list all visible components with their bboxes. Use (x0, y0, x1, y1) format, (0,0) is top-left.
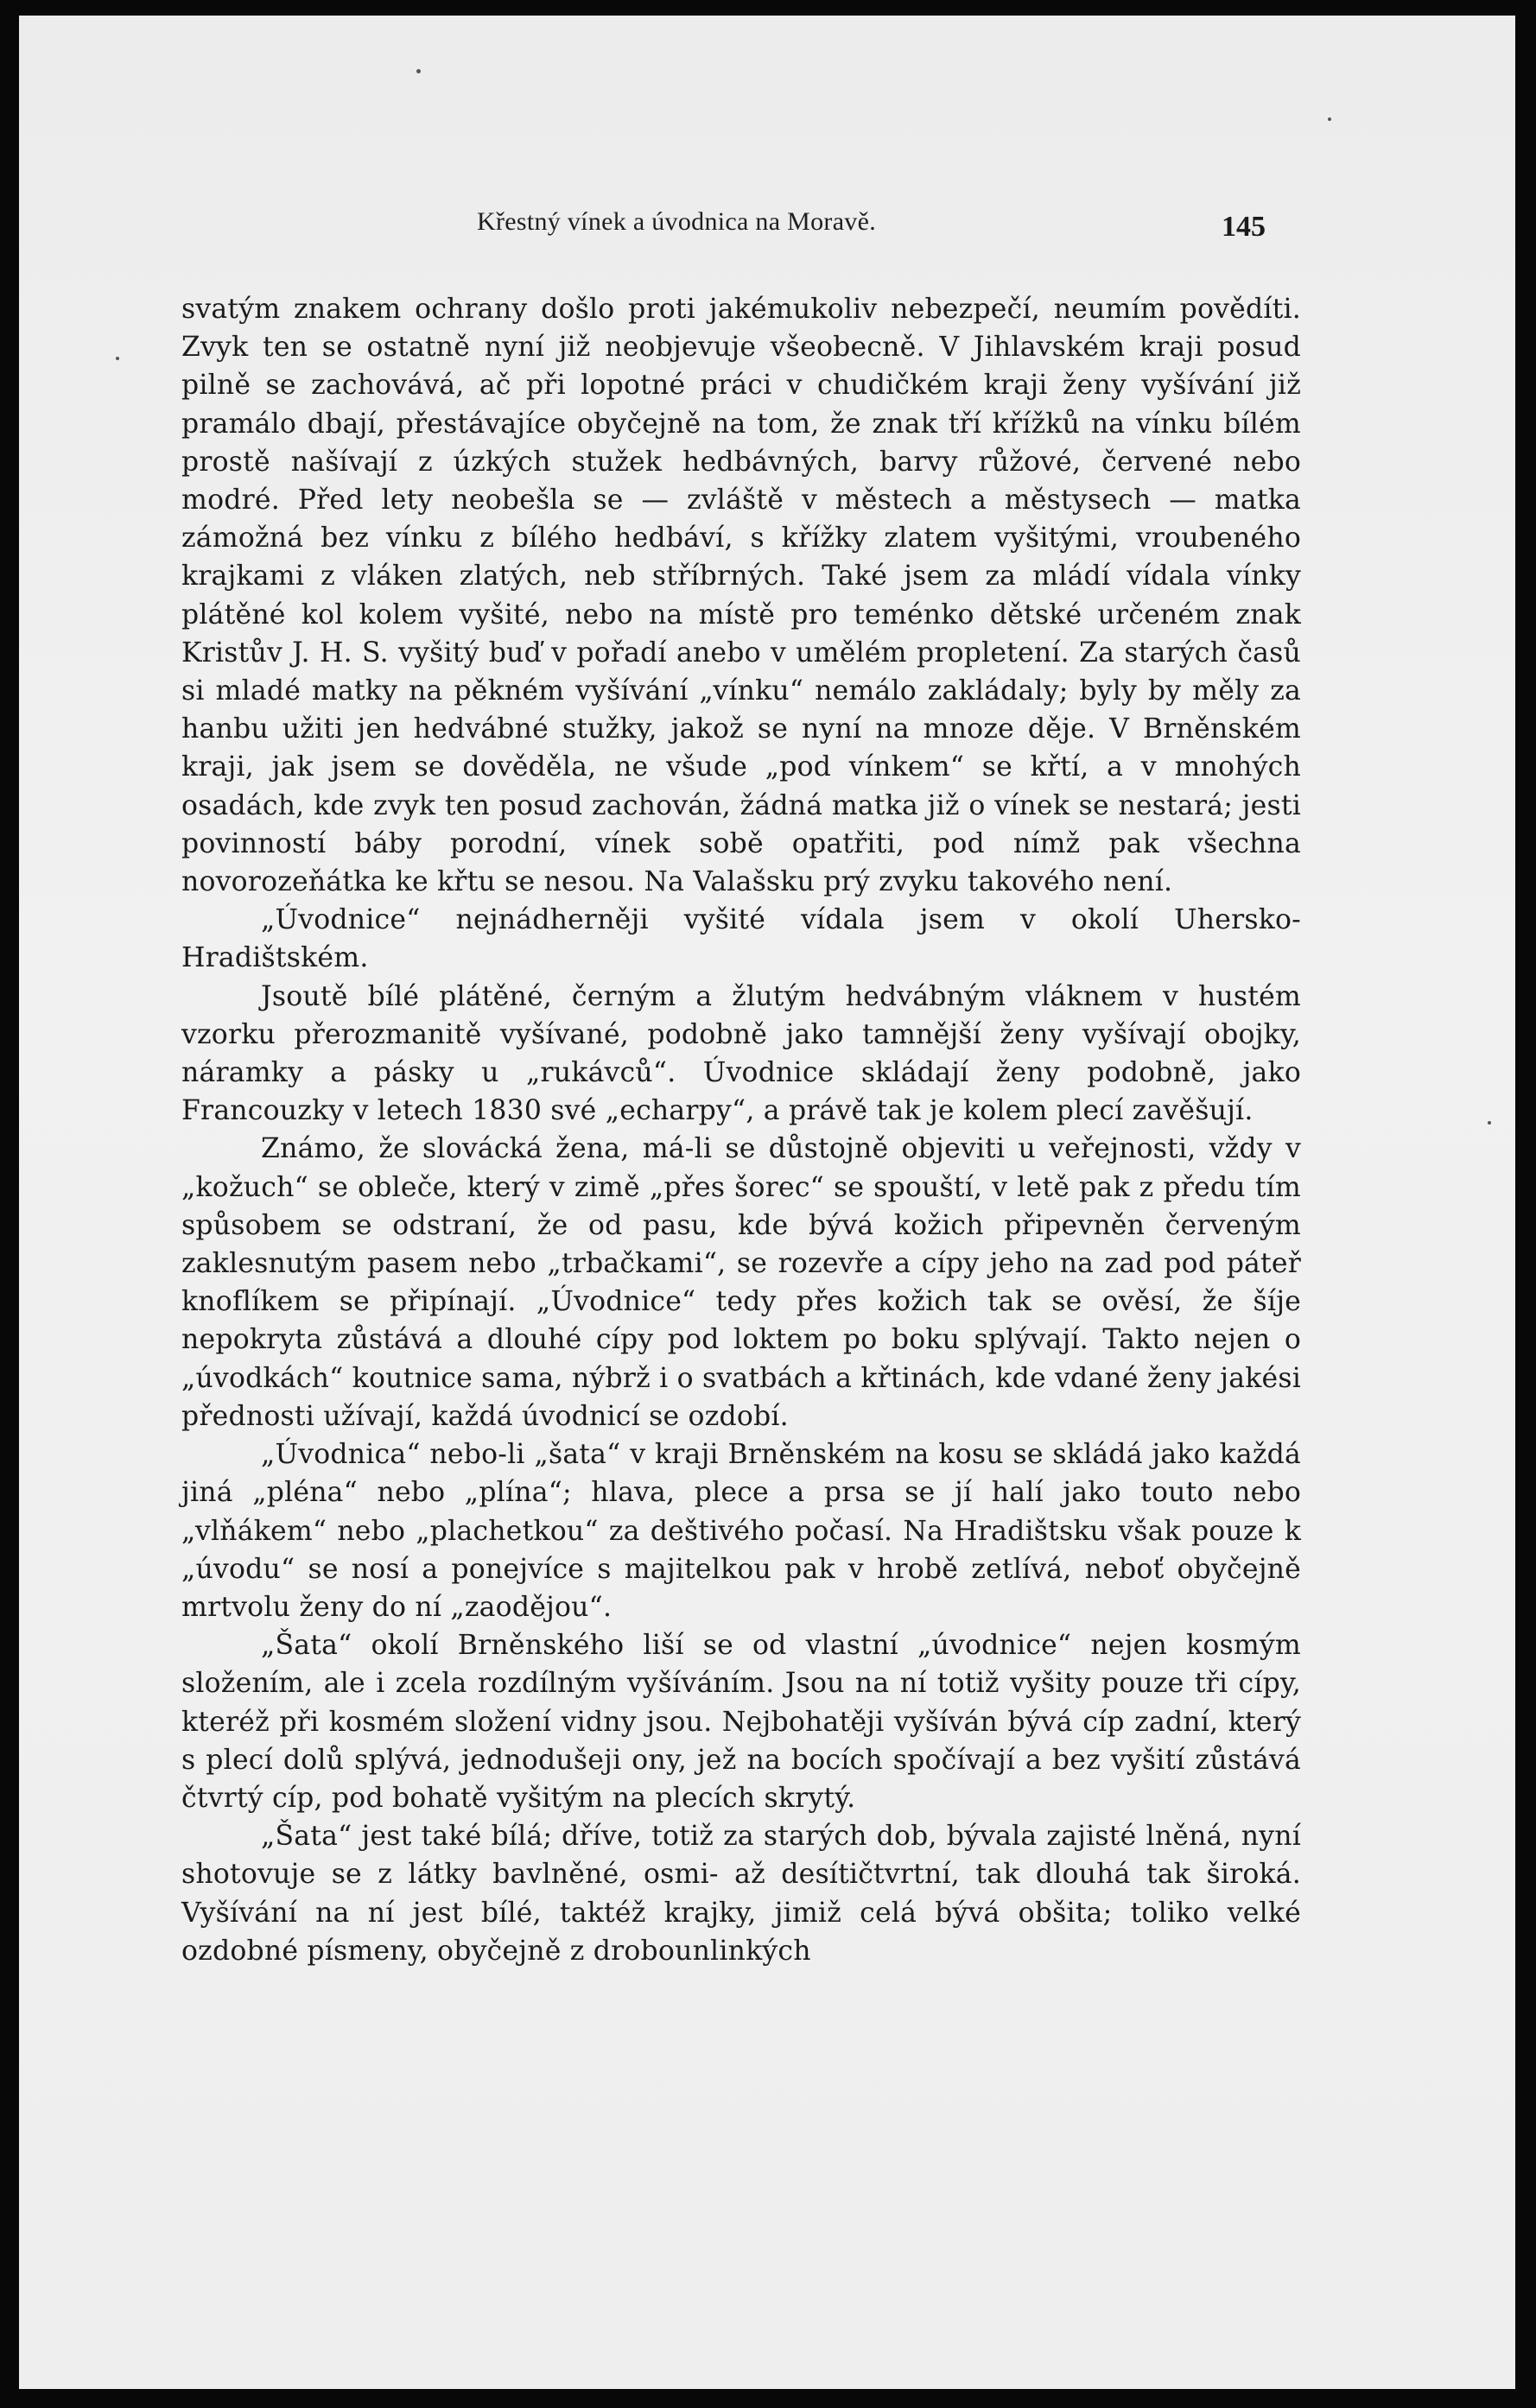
paragraph: Jsoutě bílé plátěné, černým a žlutým hedvábným vláknem v hustém vzorku přerozmanitě vyšívané, podobně jako tamnější ženy vyšívají obojky, náramky a pásky u „rukávců“. Úvodnice skládají ženy podobně, jako Francouzky v letech 1830 své „echarpy“, a právě tak je kolem plecí zavěšují. (181, 980, 1301, 1127)
body-text (181, 290, 1301, 1970)
paragraph: svatým znakem ochrany došlo proti jakémukoliv nebezpečí, neumím povědíti. Zvyk ten se ostatně nyní již neobjevuje všeobecně. V Jihlavském kraji posud pilně se zachovává, ač při lopotné práci v chudičkém kraji ženy vyšívání již pramálo dbají, přestávajíce obyčejně na tom, že znak tří křížků na vínku bílém prostě našívají z úzkých stužek hedbávných, barvy růžové, červené nebo modré. Před lety neobešla se — zvláště v městech a městysech — matka zámožná bez vínku z bílého hedbáví, s křížky zlatem vyšitými, vroubeného krajkami z vláken zlatých, neb stříbrných. Také jsem za mládí vídala vínky plátěné kol kolem vyšité, nebo na místě pro teménko dětské určeném znak Kristův J. H. S. vyšitý buď v pořadí anebo v umělém propletení. Za starých časů si mladé matky na pěkném vyšívání „vínku“ nemálo zakládaly; byly by měly za hanbu užiti jen hedvábné stužky, jakož se nyní na mnoze děje. V Brněnském kraji, jak jsem se dověděla, ne všude „pod vínkem“ se křtí, a v mnohých osadách, kde zvyk ten posud zachován, žádná matka již o vínek se nestará; jesti povinností báby porodní, vínek sobě opatřiti, pod nímž pak všechna novorozeňátka ke křtu se nesou. Na Valašsku prý zvyku takového není. (181, 294, 1301, 898)
paragraph: „Úvodnice“ nejnádherněji vyšité vídala jsem v okolí Uhersko-Hradištském. (181, 904, 1301, 974)
paragraph: „Úvodnica“ nebo-li „šata“ v kraji Brněnském na kosu se skládá jako každá jiná „pléna“ nebo „plína“; hlava, plece a prsa se jí halí jako touto nebo „vlňákem“ nebo „plachetkou“ za deštivého počasí. Na Hradištsku však pouze k „úvodu“ se nosí a ponejvíce s majitelkou pak v hrobě zetlívá, neboť obyčejně mrtvolu ženy do ní „zaodějou“. (181, 1439, 1301, 1623)
paragraph: „Šata“ okolí Brněnského liší se od vlastní „úvodnice“ nejen kosmým složením, ale i zcela rozdílným vyšíváním. Jsou na ní totiž vyšity pouze tři cípy, kteréž při kosmém složení vidny jsou. Nejbohatěji vyšíván bývá cíp zadní, který s plecí dolů splývá, jednodušeji ony, jež na bocích spočívají a bez vyšití zůstává čtvrtý cíp, pod bohatě vyšitým na plecích skrytý. (181, 1630, 1301, 1814)
scan-speck (416, 69, 421, 73)
page-number: 145 (1222, 211, 1266, 243)
scan-speck (116, 357, 119, 360)
running-title: Křestný vínek a úvodnica na Moravě. (477, 207, 877, 236)
book-page (19, 16, 1515, 2389)
paragraph: Známo, že slovácká žena, má-li se důstojně objeviti u veřejnosti, vždy v „kožuch“ se obleče, který v zimě „přes šorec“ se spouští, v letě pak z předu tím spůsobem se odstraní, že od pasu, kde bývá kožich připevněn červeným zaklesnutým pasem nebo „trbačkami“, se rozevře a cípy jeho na zad pod páteř knoflíkem se připínají. „Úvodnice“ tedy přes kožich tak se ověsí, že šíje nepokryta zůstává a dlouhé cípy pod loktem po boku splývají. Takto nejen o „úvodkách“ koutnice sama, nýbrž i o svatbách a křtinách, kde vdané ženy jakési přednosti užívají, každá úvodnicí se ozdobí. (181, 1133, 1301, 1432)
page-header (19, 207, 1515, 259)
scan-speck (1488, 1121, 1491, 1125)
scan-speck (1328, 117, 1331, 121)
paragraph: „Šata“ jest také bílá; dříve, totiž za starých dob, bývala zajisté lněná, nyní shotovuje se z látky bavlněné, osmi- až desítičtvrtní, tak dlouhá tak široká. Vyšívání na ní jest bílé, taktéž krajky, jimiž celá bývá obšita; toliko velké ozdobné písmeny, obyčejně z drobounlinkých (181, 1821, 1301, 1967)
